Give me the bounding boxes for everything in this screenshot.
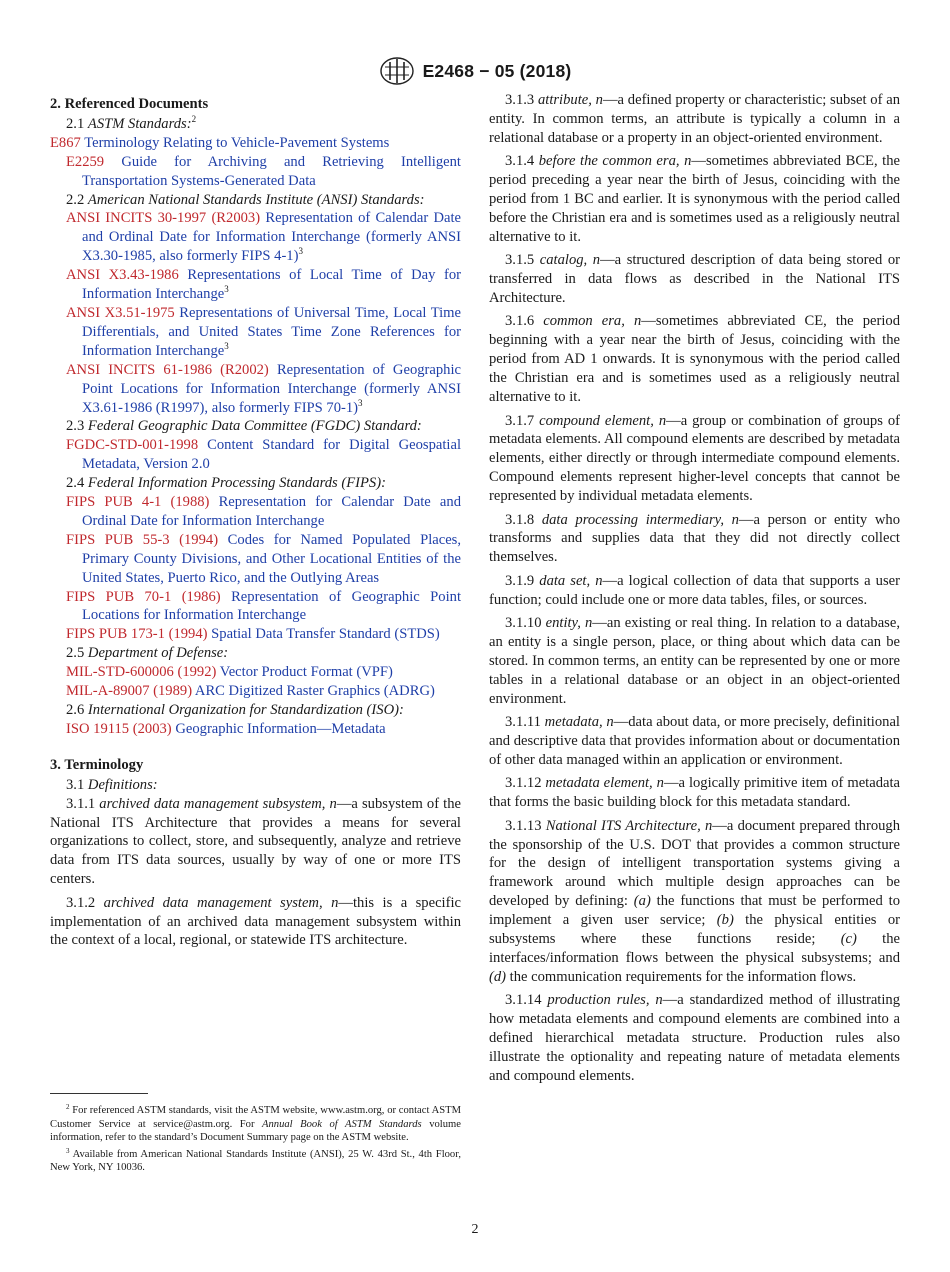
reference-iso-19115 [50, 720, 461, 739]
reference-fips-4-1 [50, 493, 461, 531]
reference-code[interactable]: ANSI X3.51-1975 [66, 304, 175, 321]
subsection-2-4: 2.4 Federal Information Processing Standards (FIPS): [66, 475, 386, 492]
footnote-3: $^3$ Available from American National Standards Institute (ANSI), 25 W. 43rd St., 4th Floor, New York, NY 10036. [50, 1146, 461, 1174]
subsection-2-6: 2.6 International Organization for Standardization (ISO): [66, 702, 404, 718]
definition-3-1-2: 3.1.2 archived data management system, n—this is a specific implementation of an archived data management subsystem within the context of a local, regional, or statewide ITS architecture. [50, 894, 462, 949]
reference-ansi-x3-43: ANSI X3.43-1986 Representations of Local Time of Day for Information Interchange$^3$ [66, 267, 461, 303]
reference-code[interactable]: ISO 19115 (2003) [66, 720, 172, 737]
document-designation: E2468 − 05 (2018) [422, 60, 572, 81]
section-3-heading: 3. Terminology [50, 756, 144, 773]
reference-code[interactable]: E2259 [66, 153, 105, 170]
footnotes [50, 1104, 461, 1178]
definition-3-1-12: 3.1.12 metadata element, n—a logically primitive item of metadata that forms the basic building block for this metadata standard. [489, 775, 901, 811]
subsection-2-3: 2.3 Federal Geographic Data Committee (FGDC) Standard: [66, 418, 422, 435]
reference-title-link[interactable]: Geographic Information—Metadata [175, 720, 386, 737]
reference-title-link[interactable]: Spatial Data Transfer Standard (STDS) [211, 626, 440, 643]
reference-ansi-61: ANSI INCITS 61-1986 (R2002) Representation of Geographic Point Locations for Information Interchange (formerly ANSI X3.61-1986 (R1997), also formerly FIPS 70-1)$^3$ [66, 361, 462, 416]
reference-title-link[interactable]: Content Standard for Digital Geospatial Metadata, Version 2.0 [82, 437, 462, 473]
reference-fips-55-3 [50, 531, 461, 588]
reference-title-link[interactable]: ARC Digitized Raster Graphics (ADRG) [194, 683, 435, 700]
reference-title-link[interactable]: Guide for Archiving and Retrieving Intelligent Transportation Systems-Generated Data [82, 153, 461, 189]
reference-code[interactable]: FIPS PUB 173-1 (1994) [66, 626, 208, 643]
astm-logo-icon [379, 56, 415, 86]
reference-mil-a-89007 [50, 682, 461, 701]
reference-code[interactable]: FIPS PUB 70-1 (1986) [66, 588, 221, 605]
reference-title-link[interactable]: Representations of Local Time of Day for Information Interchange [82, 267, 461, 303]
reference-code[interactable]: E867 [50, 134, 81, 151]
subsection-2-5: 2.5 Department of Defense: [66, 645, 229, 662]
section-2-heading: 2. Referenced Documents [50, 96, 209, 112]
reference-code[interactable]: FIPS PUB 55-3 (1994) [66, 531, 219, 548]
reference-title-link[interactable]: Representation of Geographic Point Locations for Information Interchange [82, 588, 461, 624]
reference-ansi-30: ANSI INCITS 30-1997 (R2003) Representation of Calendar Date and Ordinal Date for Information Interchange (formerly ANSI X3.30-1985, also formerly FIPS 4-1)$^3$ [66, 210, 461, 265]
footnote-2: $^2$ For referenced ASTM standards, visit the ASTM website, www.astm.org, or contact ASTM Customer Service at service@astm.org. For Annual Book of ASTM Standards volume information, refer to the standard’s Document Summary page on the ASTM website. [50, 1103, 461, 1144]
right-column [489, 91, 900, 1090]
page-number: 2 [471, 1222, 479, 1237]
reference-title-link[interactable]: Representation of Geographic Point Locations for Information Interchange (formerly ANSI X3.61-1986 (R1997), also formerly FIPS 70-1) [82, 361, 462, 416]
reference-fips-173-1 [50, 625, 461, 644]
definition-3-1-13: 3.1.13 National ITS Architecture, n—a document prepared through the sponsorship of the U.S. DOT that provides a common structure for the design of intelligent transportation systems giving a framework around which multiple design approaches can be developed by defining: (a) the functions that must be performed to implement a given user service; (b) the physical entities or subsystems where these functions reside; (c) the interfaces/information flows between the physical subsystems; and (d) the communication requirements for the information flows. [489, 817, 901, 985]
subsection-2-1: 2.1 ASTM Standards:$^2$ [66, 113, 197, 132]
reference-title-link[interactable]: Representation for Calendar Date and Ordinal Date for Information Interchange [82, 494, 461, 529]
reference-e867 [50, 134, 461, 153]
definition-3-1-9: 3.1.9 data set, n—a logical collection of data that supports a user function; could include one or more data tables, files, or sources. [489, 572, 900, 608]
left-column [50, 91, 461, 955]
definition-3-1-14: 3.1.14 production rules, n—a standardized method of illustrating how metadata elements and compound elements are combined into a defined hierarchical metadata structure. Production rules also illustrate the optionality and repeating nature of metadata elements and compound elements. [489, 992, 901, 1084]
reference-code[interactable]: ANSI INCITS 61-1986 (R2002) [66, 361, 269, 378]
reference-title-link[interactable]: Vector Product Format (VPF) [219, 664, 393, 681]
reference-code[interactable]: FGDC-STD-001-1998 [66, 437, 199, 454]
subsection-2-2: 2.2 American National Standards Institute (ANSI) Standards: [66, 191, 425, 208]
reference-code[interactable]: MIL-A-89007 (1989) [66, 683, 193, 700]
definition-3-1-7: 3.1.7 compound element, n—a group or combination of groups of metadata elements. All compound elements are described by metadata elements, either directly or through intermediate compound elements. Compound elements represent higher-level concepts that cannot be represented by individual metadata elements. [489, 412, 900, 505]
page-header [0, 56, 950, 86]
footnote-divider [50, 1093, 148, 1094]
reference-code[interactable]: ANSI INCITS 30-1997 (R2003) [66, 210, 261, 227]
definition-3-1-8: 3.1.8 data processing intermediary, n—a person or entity who transforms and supplies data that they did not directly collect themselves. [489, 511, 900, 566]
reference-ansi-x3-51: ANSI X3.51-1975 Representations of Universal Time, Local Time Differentials, and United States Time Zone References for Information Interchange$^3$ [66, 304, 461, 359]
definition-3-1-5: 3.1.5 catalog, n—a structured description of data being stored or transferred in data flows as described in the National ITS Architecture. [489, 252, 900, 307]
definition-3-1-1: 3.1.1 archived data management subsystem, n—a subsystem of the National ITS Architecture that provides a means for several organizations to collect, store, and subsequently, analyze and retrieve data from ITS data sources, usually by way of one or more ITS centers. [50, 795, 461, 888]
definition-3-1-11: 3.1.11 metadata, n—data about data, or more precisely, definitional and descriptive data that provides information about or documentation of other data managed within an application or environment. [489, 714, 900, 768]
definition-3-1-10: 3.1.10 entity, n—an existing or real thing. In relation to a database, an entity is a single person, place, or thing about which data can be stored. In common terms, an entity can be represented by one or more tables in a relational database or an object in an object-oriented environment. [489, 615, 900, 707]
subsection-3-1: 3.1 Definitions: [66, 776, 158, 793]
reference-fips-70-1 [50, 588, 461, 626]
reference-title-link[interactable]: Terminology Relating to Vehicle-Pavement Systems [84, 134, 390, 151]
reference-code[interactable]: FIPS PUB 4-1 (1988) [66, 494, 210, 511]
reference-title-link[interactable]: Codes for Named Populated Places, Primary County Divisions, and Other Locational Entities of the United States, Puerto Rico, and the Outlying Areas [82, 531, 462, 586]
definition-3-1-6: 3.1.6 common era, n—sometimes abbreviated CE, the period beginning with a year near the birth of Jesus, coinciding with the period from AD 1 onwards. It is synonymous with the period called the Christian era and is sometimes used as a religiously neutral alternative to it. [489, 313, 900, 406]
reference-title-link[interactable]: Representation of Calendar Date and Ordinal Date for Information Interchange (formerly ANSI X3.30-1985, also formerly FIPS 4-1) [82, 210, 461, 265]
reference-fgdc [50, 436, 461, 474]
reference-title-link[interactable]: Representations of Universal Time, Local Time Differentials, and United States Time Zone References for Information Interchange [82, 304, 461, 359]
definition-3-1-3: 3.1.3 attribute, n—a defined property or characteristic; subset of an entity. In common terms, an attribute is typically a column in a relational database or a property in an object-oriented environment. [489, 92, 900, 146]
reference-mil-std-600006 [50, 663, 461, 682]
reference-code[interactable]: ANSI X3.43-1986 [66, 267, 179, 284]
reference-code[interactable]: MIL-STD-600006 (1992) [66, 664, 217, 681]
definition-3-1-4: 3.1.4 before the common era, n—sometimes abbreviated BCE, the period preceding a year near the birth of Jesus, coinciding with the period from 1 BC and earlier. It is synonymous with the period called before the Christian era and is sometimes used as a religiously neutral alternative to it. [489, 153, 900, 245]
reference-e2259 [50, 153, 461, 191]
